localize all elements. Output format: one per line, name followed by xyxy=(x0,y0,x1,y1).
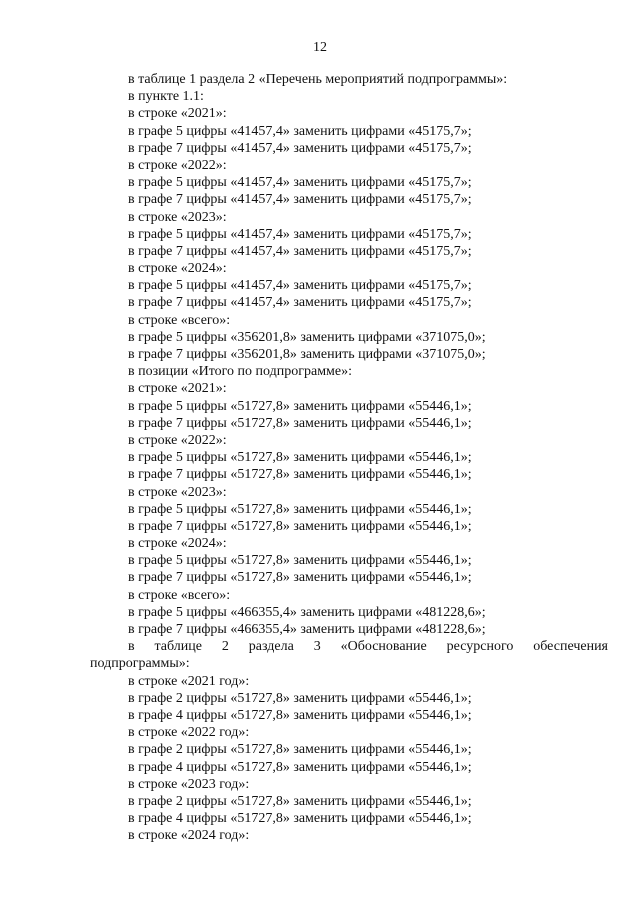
text-line: в графе 7 цифры «356201,8» заменить цифрами «371075,0»; xyxy=(128,347,486,362)
page-number: 12 xyxy=(313,40,327,55)
text-line: в строке «2022»: xyxy=(128,432,227,448)
text-line: в графе 4 цифры «51727,8» заменить цифрами «55446,1»; xyxy=(128,759,472,775)
text-line: в позиции «Итого по подпрограмме»: xyxy=(128,364,353,380)
text-line: в строке «2022»: xyxy=(128,157,227,173)
text-line: в графе 7 цифры «51727,8» заменить цифрами «55446,1»; xyxy=(128,518,472,534)
text-line: в графе 5 цифры «51727,8» заменить цифрами «55446,1»; xyxy=(128,501,472,517)
text-line: в графе 5 цифры «41457,4» заменить цифрами «45175,7»; xyxy=(128,226,472,242)
text-line: в графе 7 цифры «51727,8» заменить цифрами «55446,1»; xyxy=(128,415,472,431)
text-line: в графе 5 цифры «41457,4» заменить цифрами «45175,7»; xyxy=(128,175,472,191)
text-line: в таблице 1 раздела 2 «Перечень мероприятий подпрограммы»: xyxy=(128,72,508,87)
text-line: в графе 5 цифры «51727,8» заменить цифрами «55446,1»; xyxy=(128,553,472,569)
text-line: в таблице 2 раздела 3 «Обоснование ресурсного обеспечения xyxy=(128,639,608,655)
text-line: в строке «2021»: xyxy=(128,381,227,397)
text-line: в строке «2021 год»: xyxy=(128,673,250,689)
text-line: в пункте 1.1: xyxy=(128,89,204,105)
text-line: в графе 7 цифры «41457,4» заменить цифрами «45175,7»; xyxy=(128,140,472,156)
text-line: в графе 5 цифры «41457,4» заменить цифрами «45175,7»; xyxy=(128,123,472,139)
text-line: в графе 7 цифры «51727,8» заменить цифрами «55446,1»; xyxy=(128,467,472,483)
text-line: подпрограммы»: xyxy=(90,656,190,672)
text-line: в графе 7 цифры «466355,4» заменить цифрами «481228,6»; xyxy=(128,622,486,637)
document-body xyxy=(0,71,640,844)
text-line: в графе 7 цифры «51727,8» заменить цифрами «55446,1»; xyxy=(128,570,472,586)
text-line: в графе 2 цифры «51727,8» заменить цифрами «55446,1»; xyxy=(128,690,472,706)
text-line: в графе 5 цифры «41457,4» заменить цифрами «45175,7»; xyxy=(128,278,472,294)
text-line: в строке «2023 год»: xyxy=(128,776,250,792)
text-line: в строке «2023»: xyxy=(128,484,227,500)
text-line: в строке «2024»: xyxy=(128,536,227,552)
text-line: в графе 4 цифры «51727,8» заменить цифрами «55446,1»; xyxy=(128,707,472,723)
text-line: в строке «2024 год»: xyxy=(128,828,250,844)
text-line: в строке «2021»: xyxy=(128,106,227,122)
text-line: в строке «всего»: xyxy=(128,312,231,328)
text-line: в графе 7 цифры «41457,4» заменить цифрами «45175,7»; xyxy=(128,243,472,259)
text-line: в графе 2 цифры «51727,8» заменить цифрами «55446,1»; xyxy=(128,742,472,758)
text-line: в графе 7 цифры «41457,4» заменить цифрами «45175,7»; xyxy=(128,192,472,208)
text-line: в строке «2024»: xyxy=(128,261,227,277)
text-line: в строке «всего»: xyxy=(128,587,231,603)
text-line: в графе 7 цифры «41457,4» заменить цифрами «45175,7»; xyxy=(128,295,472,311)
text-line: в строке «2022 год»: xyxy=(128,725,250,741)
text-line: в графе 4 цифры «51727,8» заменить цифрами «55446,1»; xyxy=(128,811,472,827)
text-line: в графе 5 цифры «356201,8» заменить цифрами «371075,0»; xyxy=(128,329,486,345)
text-line: в графе 5 цифры «51727,8» заменить цифрами «55446,1»; xyxy=(128,450,472,466)
text-line: в строке «2023»: xyxy=(128,209,227,225)
text-line: в графе 5 цифры «51727,8» заменить цифрами «55446,1»; xyxy=(128,398,472,414)
text-line: в графе 2 цифры «51727,8» заменить цифрами «55446,1»; xyxy=(128,793,472,809)
text-line: в графе 5 цифры «466355,4» заменить цифрами «481228,6»; xyxy=(128,604,486,620)
